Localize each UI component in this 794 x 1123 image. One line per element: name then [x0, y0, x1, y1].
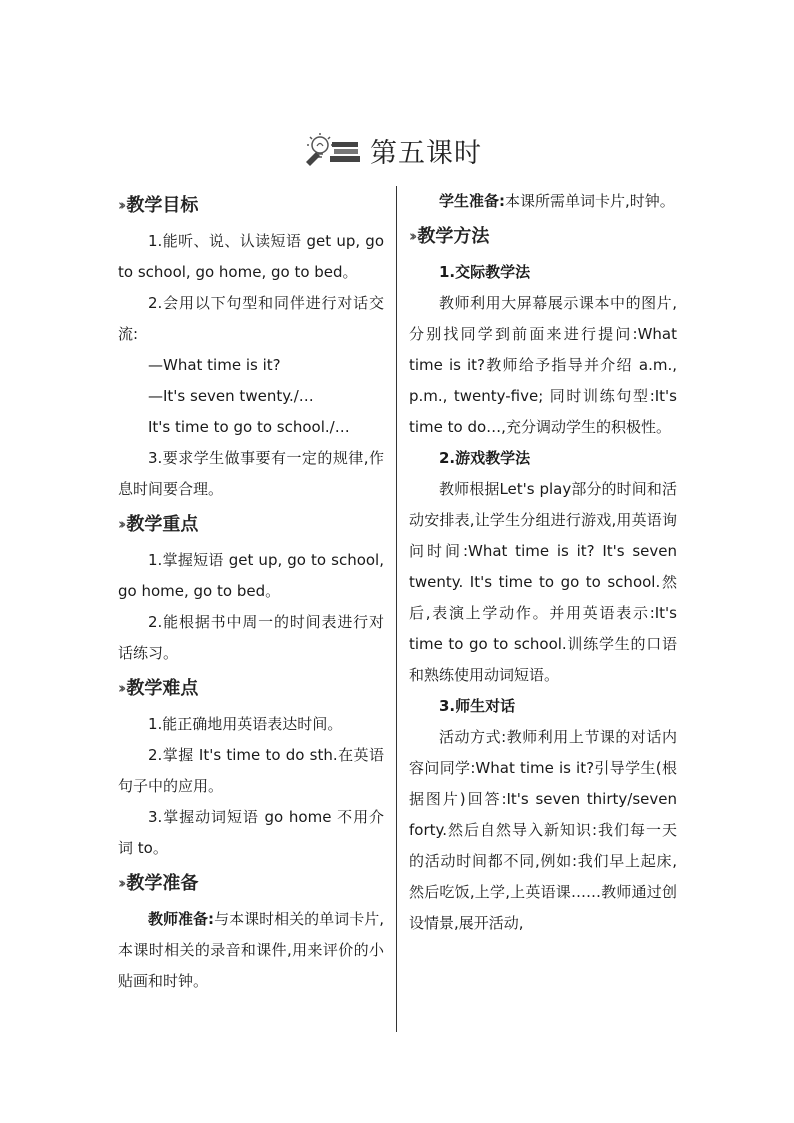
- dialog-line: It's time to go to school./…: [148, 418, 350, 436]
- double-chevron-icon: ››: [409, 226, 414, 245]
- method-title: 2.游戏教学法: [439, 449, 531, 467]
- double-chevron-icon: ››: [118, 678, 123, 697]
- dialog-line: —It's seven twenty./…: [148, 387, 314, 405]
- double-chevron-icon: ››: [118, 514, 123, 533]
- section-heading-methods: ›› 教学方法: [409, 217, 677, 255]
- column-divider: [396, 186, 397, 1032]
- goal-item: 1.能听、说、认读短语 get up, go to school, go home, go to bed。: [118, 232, 384, 281]
- student-preparation-text: 本课所需单词卡片,时钟。: [505, 192, 675, 210]
- student-preparation: [409, 186, 677, 217]
- goal-item: 2.会用以下句型和同伴进行对话交流:: [118, 294, 384, 343]
- teacher-preparation: [118, 904, 384, 997]
- lightbulb-books-icon: [302, 132, 364, 168]
- method-text: 教师利用大屏幕展示课本中的图片,分别找同学到前面来进行提问:What time is it?教师给予指导并介绍 a.m., p.m., twenty-five; 同时训练句型:It's time to do…,充分调动学生的积极性。: [409, 294, 677, 436]
- difficulty-item: 1.能正确地用英语表达时间。: [148, 715, 343, 733]
- goal-item: 3.要求学生做事要有一定的规律,作息时间要合理。: [118, 449, 384, 498]
- title-text: 第五课时: [370, 137, 482, 169]
- section-heading-preparation: ›› 教学准备: [118, 864, 384, 902]
- difficulty-item: 3.掌握动词短语 go home 不用介词 to。: [118, 808, 384, 857]
- section-heading-goals: ›› 教学目标: [118, 186, 384, 224]
- double-chevron-icon: ››: [118, 873, 123, 892]
- key-point-item: 1.掌握短语 get up, go to school, go home, go to bed。: [118, 551, 384, 600]
- section-heading-difficulties: ›› 教学难点: [118, 669, 384, 707]
- key-point-item: 2.能根据书中周一的时间表进行对话练习。: [118, 613, 384, 662]
- difficulty-item: 2.掌握 It's time to do sth.在英语句子中的应用。: [118, 746, 384, 795]
- double-chevron-icon: ››: [118, 195, 123, 214]
- method-title: 1.交际教学法: [439, 263, 531, 281]
- page-title: [302, 128, 522, 172]
- teacher-preparation-text: 与本课时相关的单词卡片,本课时相关的录音和课件,用来评价的小贴画和时钟。: [118, 910, 384, 990]
- method-title: 3.师生对话: [439, 697, 516, 715]
- method-text: 活动方式:教师利用上节课的对话内容问同学:What time is it?引导学生(根据图片)回答:It's seven thirty/seven forty.然后自然导入新知识:我们每一天的活动时间都不同,例如:我们早上起床,然后吃饭,上学,上英语课……教师通过创设情景,展开活动,: [409, 728, 677, 932]
- section-heading-key-points: ›› 教学重点: [118, 505, 384, 543]
- right-column: [409, 186, 677, 939]
- method-text: 教师根据Let's play部分的时间和活动安排表,让学生分组进行游戏,用英语询问时间:What time is it? It's seven twenty. It's time to go to school.然后,表演上学动作。并用英语表示:It's time to go to school.训练学生的口语和熟练使用动词短语。: [409, 480, 677, 684]
- teacher-preparation-label: 教师准备:: [148, 910, 215, 928]
- dialog-line: —What time is it?: [148, 356, 281, 374]
- left-column: [118, 186, 384, 997]
- student-preparation-label: 学生准备:: [439, 192, 505, 210]
